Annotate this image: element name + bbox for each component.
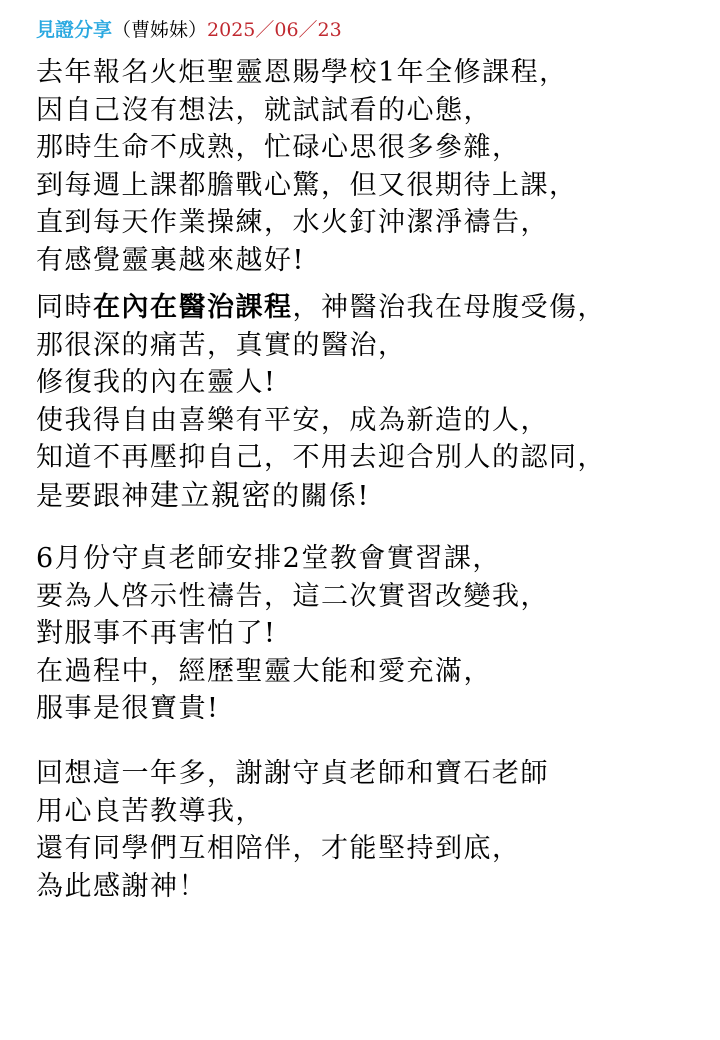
text-line: 因自己沒有想法，就試試看的心態， (36, 94, 492, 126)
text-line: 到每週上課都膽戰心驚，但又很期待上課， (36, 169, 578, 201)
header (36, 16, 342, 44)
text-line: 直到每天作業操練，水火釘沖潔淨禱告， (36, 207, 549, 238)
text-line (36, 289, 706, 327)
text-line: 有感覺靈裏越來越好! (36, 244, 305, 276)
paragraph-3 (36, 540, 706, 728)
text-line: 要為人啓示性禱告，這二次實習改變我， (36, 580, 549, 612)
header-date: 2025／06／23 (207, 19, 342, 41)
text-line: 知道不再壓抑自己，不用去迎合別人的認同， (36, 442, 606, 473)
paragraph-4 (36, 755, 706, 905)
text-line: 去年報名火炬聖靈恩賜學校1年全修課程， (36, 57, 568, 88)
emphasis-text: 在內在醫治課程 (93, 292, 293, 323)
text-line: 服事是很寶貴! (36, 693, 220, 724)
emphasis-text: 建立親密 (150, 477, 273, 512)
text-line: 使我得自由喜樂有平安，成為新造的人， (36, 404, 549, 436)
text-segment: 是要跟神 (36, 480, 150, 512)
text-line: 對服事不再害怕了! (36, 618, 277, 649)
text-line: 在過程中，經歷聖靈大能和愛充滿， (36, 655, 492, 687)
text-line: 用心良苦教導我， (36, 795, 264, 827)
header-title: 見證分享 (36, 19, 113, 41)
text-line: 6月份守貞老師安排2堂教會實習課， (36, 543, 501, 574)
text-line: 修復我的內在靈人! (36, 367, 277, 398)
text-segment: ，神醫治我在母腹受傷， (292, 292, 606, 323)
text-line: 回想這一年多，謝謝守貞老師和寶石老師 (36, 758, 549, 789)
header-author: （曹姊妹） (112, 19, 208, 41)
text-line: 還有同學們互相陪伴，才能堅持到底， (36, 833, 521, 864)
paragraph-1 (36, 54, 706, 279)
text-segment: 同時 (36, 292, 93, 323)
text-line: 那時生命不成熟，忙碌心思很多參雜， (36, 132, 521, 163)
paragraph-2 (36, 289, 706, 515)
text-line: 那很深的痛苦，真實的醫治， (36, 329, 407, 361)
text-line: 為此感謝神！ (36, 870, 207, 902)
text-segment: 的關係! (272, 480, 370, 512)
text-line (36, 477, 706, 516)
